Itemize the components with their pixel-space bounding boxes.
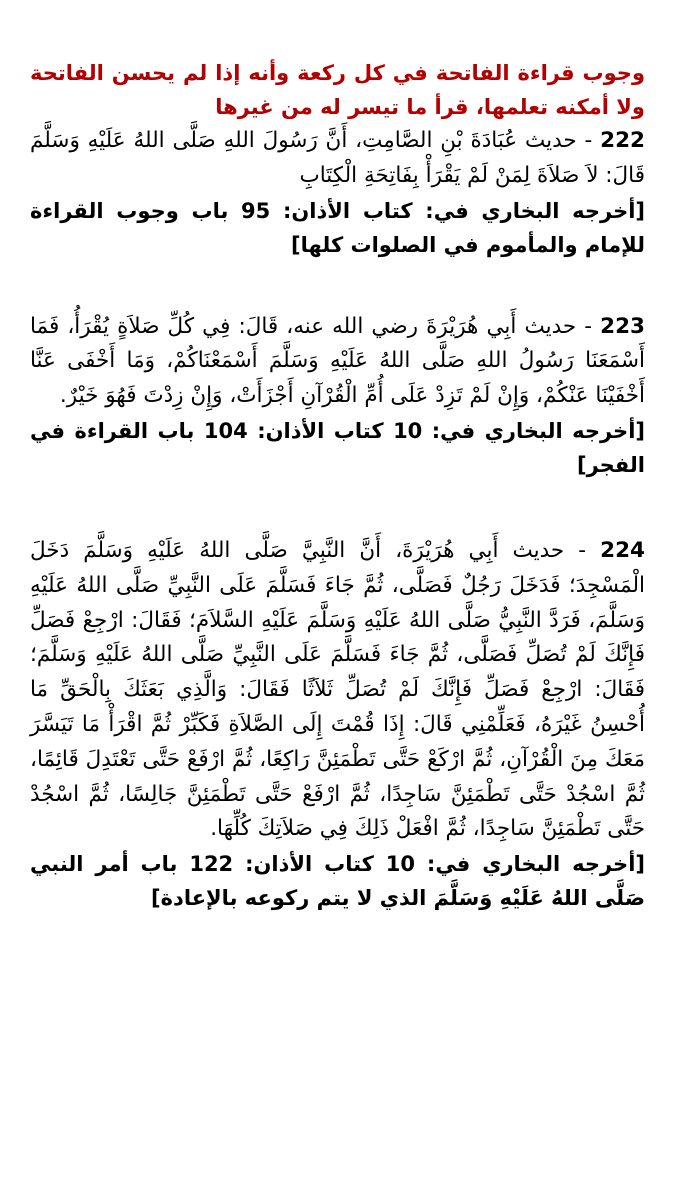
hadith-text: - حديث أَبِي هُرَيْرَةَ، أَنَّ النَّبِيَّ صَلَّى اللهُ عَلَيْهِ وَسَلَّمَ دَخَلَ الْمَسْجِدَ؛ فَدَخَلَ رَجُلٌ فَصَلَّى، ثُمَّ جَاءَ فَسَلَّمَ عَلَى النَّبِيِّ صَلَّى اللهُ عَلَيْهِ وَسَلَّمَ، فَرَدَّ النَّبِيُّ صَلَّى اللهُ عَلَيْهِ وَسَلَّمَ عَلَيْهِ السَّلاَمَ؛ فَقَالَ: ارْجِعْ فَصَلِّ فَإِنَّكَ لَمْ تُصَلِّ فَصَلَّى، ثُمَّ جَاءَ فَسَلَّمَ عَلَى النَّبِيِّ صَلَّى اللهُ عَلَيْهِ وَسَلَّمَ؛ فَقَالَ: ارْجِعْ فَصَلِّ فَإِنَّكَ لَمْ تُصَلِّ ثَلاَثًا فَقَالَ: وَالَّذِي بَعَثَكَ بِالْحَقِّ مَا أُحْسِنُ غَيْرَهُ، فَعَلِّمْنِي قَالَ: إِذَا قُمْتَ إِلَى الصَّلاَةِ فَكَبِّرْ ثُمَّ اقْرَأْ مَا تَيَسَّرَ مَعَكَ مِنَ الْقُرْآنِ، ثُمَّ ارْكَعْ حَتَّى تَطْمَئِنَّ رَاكِعًا، ثُمَّ ارْفَعْ حَتَّى تَعْتَدِلَ قَائِمًا، ثُمَّ اسْجُدْ حَتَّى تَطْمَئِنَّ سَاجِدًا، ثُمَّ ارْفَعْ حَتَّى تَطْمَئِنَّ جَالِسًا، ثُمَّ اسْجُدْ حَتَّى تَطْمَئِنَّ سَاجِدًا، ثُمَّ افْعَلْ ذَلِكَ فِي صَلاَتِكَ كُلِّهَا. [30, 537, 645, 842]
spacer [30, 262, 645, 310]
hadith-222 [30, 124, 645, 194]
hadith-223-takhrij: [أخرجه البخاري في: 10 كتاب الأذان: 104 باب القراءة في الفجر] [30, 418, 645, 477]
hadith-number: 224 [600, 537, 645, 563]
hadith-number: 222 [600, 128, 645, 153]
hadith-223 [30, 310, 645, 414]
spacer [30, 482, 645, 534]
hadith-text: - حديث أَبِي هُرَيْرَةَ رضي الله عنه، قَالَ: فِي كُلِّ صَلاَةٍ يُقْرَأُ، فَمَا أَسْمَعَنَا رَسُولُ اللهِ صَلَّى اللهُ عَلَيْهِ وَسَلَّمَ أَسْمَعْنَاكُمْ، وَمَا أَخْفَى عَنَّا أَخْفَيْنَا عَنْكُمْ، وَإِنْ لَمْ تَزِدْ عَلَى أُمِّ الْقُرْآنِ أَجْزَأَتْ، وَإِنْ زِدْتَ فَهُوَ خَيْرٌ. [30, 313, 645, 409]
hadith-text: - حديث عُبَادَةَ بْنِ الصَّامِتِ، أَنَّ رَسُولَ اللهِ صَلَّى اللهُ عَلَيْهِ وَسَلَّمَ قَالَ: لاَ صَلاَةَ لِمَنْ لَمْ يَقْرَأْ بِفَاتِحَةِ الْكِتَابِ [30, 128, 645, 188]
chapter-heading: وجوب قراءة الفاتحة في كل ركعة وأنه إذا لم يحسن الفاتحة ولا أمكنه تعلمها، قرأ ما تيسر له من غيرها [30, 61, 645, 119]
hadith-number: 223 [600, 313, 645, 339]
hadith-224 [30, 534, 645, 847]
hadith-224-takhrij: [أخرجه البخاري في: 10 كتاب الأذان: 122 باب أمر النبي صَلَّى اللهُ عَلَيْهِ وَسَلَّمَ الذي لا يتم ركوعه بالإعادة] [30, 852, 645, 911]
hadith-222-takhrij: [أخرجه البخاري في: كتاب الأذان: 95 باب وجوب القراءة للإمام والمأموم في الصلوات كلها] [30, 198, 645, 257]
